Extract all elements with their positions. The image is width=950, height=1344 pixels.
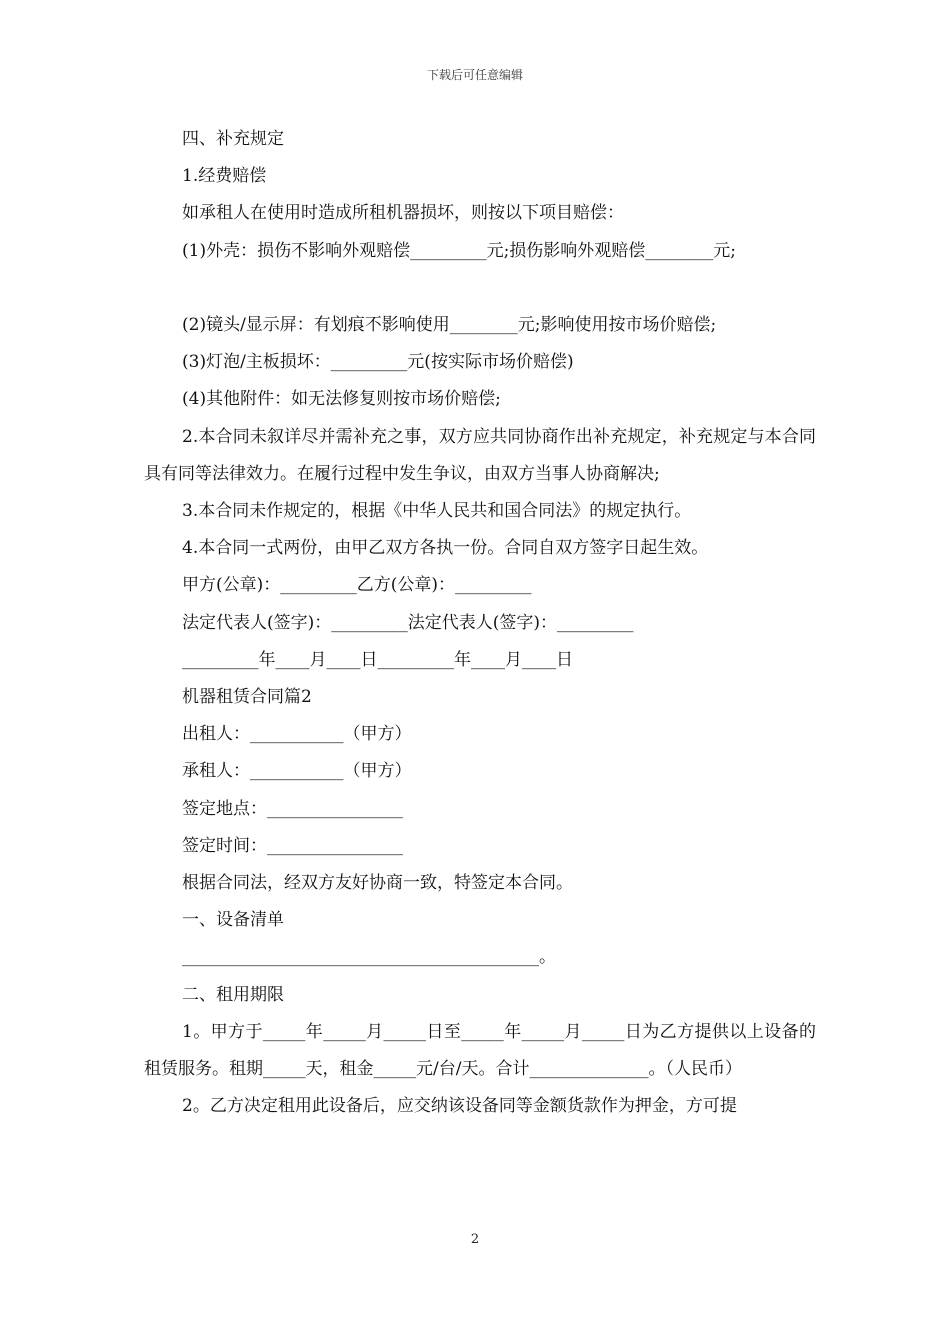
clause-rental-period: 1。甲方于_____年_____月_____日至_____年_____月_____日为乙方提供以上设备的租赁服务。租期_____天，租金_____元/台/天。合计______________。（人民币）	[144, 1021, 816, 1080]
clause-deposit: 2。乙方决定租用此设备后，应交纳该设备同等金额货款作为押金，方可提	[182, 1096, 737, 1117]
signature-seal-line: 甲方(公章)：_________乙方(公章)：_________	[182, 575, 532, 596]
clause-not-specified: 3.本合同未作规定的，根据《中华人民共和国合同法》的规定执行。	[182, 501, 692, 522]
section-heading-equipment: 一、设备清单	[182, 910, 284, 931]
item-other-accessories: (4)其他附件：如无法修复则按市场价赔偿;	[182, 389, 501, 410]
section-heading-supplement: 四、补充规定	[182, 129, 284, 149]
contract-preamble: 根据合同法，经双方友好协商一致，特签定本合同。	[182, 873, 573, 894]
section-heading-term: 二、租用期限	[182, 984, 284, 1005]
signature-date-line: _________年____月____日_________年____月____日	[182, 649, 573, 670]
clause-supplementary: 2.本合同未叙详尽并需补充之事，双方应共同协商作出补充规定，补充规定与本合同具有同等法律效力。在履行过程中发生争议，由双方当事人协商解决;	[144, 426, 816, 484]
signing-place-line: 签定地点：________________	[182, 798, 403, 819]
document-body	[144, 121, 816, 1125]
equipment-list-blank: __________________________________________。	[182, 947, 556, 968]
lessor-line: 出租人：___________（甲方）	[182, 724, 412, 745]
item-lens-screen: (2)镜头/显示屏：有划痕不影响使用________元;影响使用按市场价赔偿;	[182, 315, 717, 335]
lessee-line: 承租人：___________（甲方）	[182, 761, 412, 782]
signature-representative-line: 法定代表人(签字)：_________法定代表人(签字)：_________	[182, 612, 634, 633]
clause-compensation-title: 1.经费赔偿	[182, 166, 267, 187]
page-header: 下载后可任意编辑	[426, 68, 523, 82]
contract-title-2: 机器租赁合同篇2	[182, 687, 312, 708]
blank-line	[144, 270, 816, 307]
paragraph-compensation-intro: 如承租人在使用时造成所租机器损坏，则按以下项目赔偿：	[182, 203, 624, 224]
signing-time-line: 签定时间：________________	[182, 835, 403, 856]
page-number: 2	[470, 1232, 480, 1247]
item-bulb-board: (3)灯泡/主板损坏：_________元(按实际市场价赔偿)	[182, 352, 574, 373]
item-casing: (1)外壳：损伤不影响外观赔偿_________元;损伤影响外观赔偿________元;	[182, 240, 737, 261]
clause-copies: 4.本合同一式两份，由甲乙双方各执一份。合同自双方签字日起生效。	[182, 538, 709, 559]
